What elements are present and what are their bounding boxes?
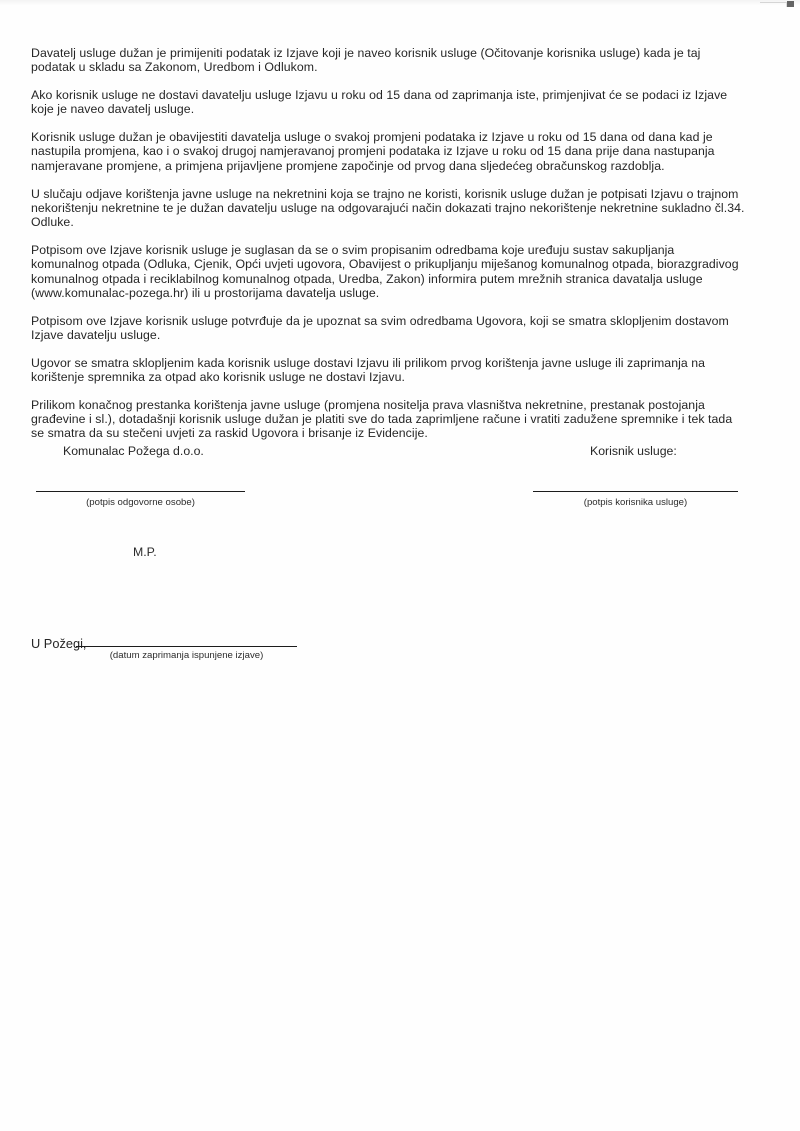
paragraph-2: Ako korisnik usluge ne dostavi davatelju usluge Izjavu u roku od 15 dana od zaprimanja iste, primjenjivat će se podaci iz Izjave koje je naveo davatelj usluge. <box>31 88 728 117</box>
paragraph-5: Potpisom ove Izjave korisnik usluge je suglasan da se o svim propisanim odredbama koje uređuju sustav sakupljanja komunalnog otpada (Odluka, Cjenik, Opći uvjeti ugovora, Obavijest o prikupljanju miješanog komunalnog otpada, biorazgradivog komunalnog otpada i reciklabilnog komunalnog otpada, Uredba, Zakon) informira putem mrežnih stranica davatalja usluge (www.komunalac-pozega.hr) ili u prostorijama davatelja usluge. <box>31 242 739 300</box>
customer-signature-block <box>590 444 800 459</box>
customer-signature-line[interactable] <box>533 491 738 492</box>
signature-row <box>0 444 800 524</box>
provider-signature-block <box>63 444 363 459</box>
date-input-line[interactable] <box>76 646 297 647</box>
paragraph-8: Prilikom konačnog prestanka korištenja javne usluge (promjena nositelja prava vlasništva nekretnine, prestanak postojanja građevine i sl.), dotadašnji korisnik usluge dužan je platiti sve do tada zaprimljene račune i vratiti zadužene spremnike i tek tada se smatra da su stečeni uvjeti za raskid Ugovora i brisanje iz Evidencije. <box>31 397 733 441</box>
customer-signature-caption: (potpis korisnika usluge) <box>583 497 688 508</box>
scan-corner-rule-artifact <box>760 2 787 7</box>
provider-name-label: Komunalac Požega d.o.o. <box>63 444 204 458</box>
provider-signature-caption: (potpis odgovorne osobe) <box>86 497 195 508</box>
paragraph-4: U slučaju odjave korištenja javne usluge na nekretnini koja se trajno ne koristi, korisnik usluge dužan je potpisati Izjavu o trajnom nekorištenju nekretnine te je dužan davatelju usluge na odgovarajući način dokazati trajno nekorištenje nekretnine sukladno čl.34. Odluke. <box>31 186 745 230</box>
date-caption: (datum zaprimanja ispunjene izjave) <box>109 650 264 661</box>
scan-edge-artifact <box>0 0 800 6</box>
paragraph-3: Korisnik usluge dužan je obavijestiti davatelja usluge o svakoj promjeni podataka iz Izjave u roku od 15 dana od dana kad je nastupila promjena, kao i o svakoj drugoj namjeravanoj promjeni podataka iz Izjave u roku od 15 dana prije dana nastupanja namjeravane promjene, a primjena prijavljene promjene započinje od prvog dana sljedećeg obračunskog razdoblja. <box>31 130 715 173</box>
provider-signature-line[interactable] <box>36 491 245 492</box>
paragraph-7: Ugovor se smatra sklopljenim kada korisnik usluge dostavi Izjavu ili prilikom prvog korištenja javne usluge ili zaprimanja na korištenje spremnika za otpad ako korisnik usluge ne dostavi Izjavu. <box>31 355 706 385</box>
scan-corner-mark-artifact <box>787 1 794 7</box>
place-label: U Požegi, <box>31 636 87 651</box>
stamp-placeholder-label: M.P. <box>133 545 157 559</box>
customer-label: Korisnik usluge: <box>590 444 677 458</box>
document-body <box>31 46 745 441</box>
paragraph-6: Potpisom ove Izjave korisnik usluge potvrđuje da je upoznat sa svim odredbama Ugovora, koji se smatra sklopljenim dostavom Izjave davatelju usluge. <box>31 313 729 342</box>
paragraph-1: Davatelj usluge dužan je primijeniti podatak iz Izjave koji je naveo korisnik usluge (Očitovanje korisnika usluge) kada je taj podatak u skladu sa Zakonom, Uredbom i Odlukom. <box>31 46 701 75</box>
